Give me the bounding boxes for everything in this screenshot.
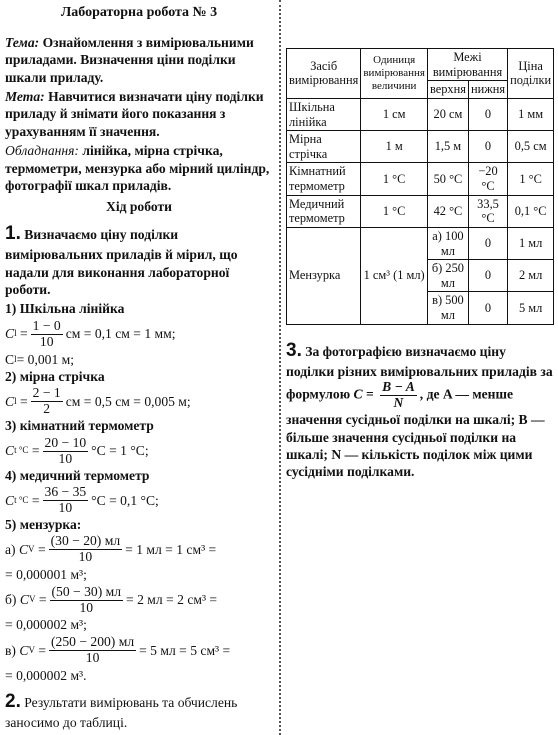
step-2 [5,690,273,732]
fraction: $\frac{20 - 10}{10}$ [44,434,87,466]
step-3-number: 3. [286,339,302,361]
header-tool: Засіб вимірювання [287,49,361,99]
table-row: Мірна стрічка 1 м 1,5 м 0 0,5 см [287,131,554,163]
table-row: Шкільна лінійка 1 см 20 см 0 1 мм [287,98,554,130]
equation-2: C l = $\frac{2 - 1}{2}$ см = 0,5 см = 0,005 м; [5,385,191,417]
table-row: Медичний термометр 1 °C 42 °C 33,5 °C 0,1 °C [287,195,554,227]
goal-label: Мета: [5,89,45,105]
calc-item-2: 2) мірна стрічка [5,368,105,384]
goal-text: Навчитися визначати ціну поділки приладу й знімати його показання з урахуванням її значення. [5,89,264,139]
equation-5a: а) C V = $\frac{(30 - 20) мл}{10}$ = 1 мл = 1 см³ = [5,533,217,565]
left-column [5,4,273,734]
equation-3: C t °C = $\frac{20 - 10}{10}$ °C = 1 °C; [5,434,149,466]
equation-1-result: C l = 0,001 м; [5,351,75,367]
header-upper: верхня [427,81,468,99]
equation-1: C l = $\frac{1 - 0}{10}$ см = 0,1 см = 1 мм; [5,317,176,349]
header-price: Ціна поділки [508,49,554,99]
header-unit: Одиниця вимірювання величини [361,49,428,99]
step-2-text: Результати вимірювань та обчислень заносимо до таблиці. [5,695,238,731]
equation-5c-cont: = 0,000002 м³. [5,667,87,683]
step-3-text-1: За фотографією визначаємо ціну поділки різних вимірювальних приладів за формулою [286,343,553,402]
equation-5c: в) C V = $\frac{(250 - 200) мл}{10}$ = 5 мл = 5 см³ = [5,633,231,665]
fraction: $\frac{1 - 0}{10}$ [32,317,61,349]
equipment-text: лінійка, мірна стрічка, термометри, мензурка або мірний циліндр, фотографії шкал приладів. [5,143,270,194]
calc-item-4: 4) медичний термометр [5,467,150,483]
procedure-heading: Хід роботи [106,199,172,215]
equation-5a-cont: = 0,000001 м³; [5,567,87,583]
fraction: $\frac{(30 - 20) мл}{10}$ [50,533,121,565]
table-row: б) 250 мл 0 2 мл [287,260,554,292]
right-column [286,48,554,483]
header-limits: Межі вимірювання [427,49,507,81]
fraction: $\frac{(50 - 30) мл}{10}$ [51,583,122,615]
calc-item-3: 3) кімнатний термометр [5,418,154,434]
equation-5b-cont: = 0,000002 м³; [5,617,87,633]
fraction: $\frac{2 - 1}{2}$ [32,385,61,417]
equipment-label: Обладнання: [5,143,79,159]
fraction: $\frac{36 - 35}{10}$ [44,483,87,515]
calc-item-5: 5) мензурка: [5,516,82,532]
calc-item-1: 1) Шкільна лінійка [5,301,125,317]
formula-fraction: $\frac{B - A}{N}$ [382,379,415,411]
step-1 [5,222,273,298]
topic-label: Тема: [5,34,40,50]
column-divider [279,0,281,735]
table-row: Кімнатний термометр 1 °C 50 °C −20 °C 1 °C [287,163,554,195]
table-row: в) 500 мл 0 5 мл [287,292,554,324]
goal-section [5,88,273,140]
equation-5b: б) C V = $\frac{(50 - 30) мл}{10}$ = 2 мл = 2 см³ = [5,583,218,615]
results-table [286,48,554,325]
step-3: 3. За фотографією визначаємо ціну поділки різних вимірювальних приладів за формулою C = $\frac{B - A}{N}$ , де A — менше значення сусідньої поділки на шкалі; B — більше значення сусідньої поділки на шкалі; N — кількість поділок між цими сусідніми поділками. [286,339,553,480]
fraction: $\frac{(250 - 200) мл}{10}$ [51,633,135,665]
step-2-number: 2. [5,691,21,713]
equipment-section [5,142,273,194]
header-lower: нижня [468,81,507,99]
step-1-text: Визначаємо ціну поділки вимірювальних приладів й мірил, що надали для виконання лабораторної роботи. [5,226,238,297]
step-1-number: 1. [5,222,21,244]
step-3-text-2: , де A — менше значення сусідньої поділки на шкалі; B — більше значення сусідньої поділки на шкалі; N — кількість поділок між цими сусідніми поділками. [286,386,545,480]
topic-text: Ознайомлення з вимірювальними приладами. Визначення ціни поділки шкали приладу. [5,34,254,85]
topic-section [5,34,273,86]
equation-4: C t °C = $\frac{36 - 35}{10}$ °C = 0,1 °C; [5,483,159,515]
table-row: Мензурка 1 см³ (1 мл) а) 100 мл 0 1 мл [287,227,554,259]
page-title: Лабораторна робота № 3 [60,5,218,20]
